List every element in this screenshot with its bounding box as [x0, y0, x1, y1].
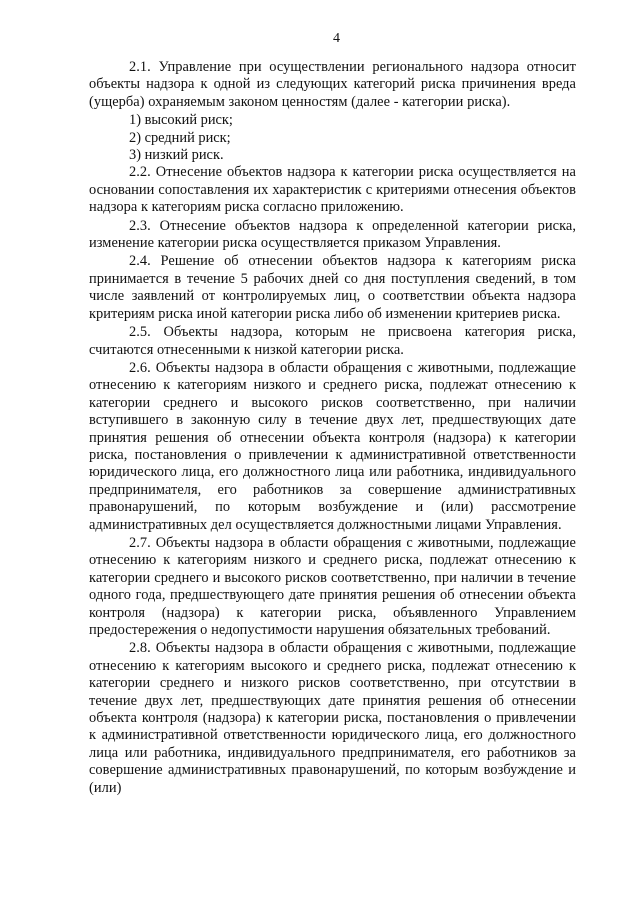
document-page: [89, 30, 576, 900]
paragraph-2-1: 2.1. Управление при осуществлении регионального надзора относит объекты надзора к одной из следующих категорий риска причинения вреда (ущерба) охраняемым законом ценностям (далее - категории риска).: [89, 59, 576, 110]
list-item-low-risk: 3) низкий риск.: [129, 147, 224, 164]
paragraph-2-7: 2.7. Объекты надзора в области обращения с животными, подлежащие отнесению к категориям низкого и среднего риска, подлежат отнесению к категории среднего и высокого рисков соответственно, при наличии в течение одного года, предшествующего дате принятия решения об отнесении объекта контроля (надзора) к категории риска, объявленного Управлением предостережения о недопустимости нарушения обязательных требований.: [89, 534, 576, 638]
list-item-medium-risk: 2) средний риск;: [129, 129, 231, 146]
paragraph-2-5: 2.5. Объекты надзора, которым не присвоена категория риска, считаются отнесенными к низкой категории риска.: [89, 324, 576, 358]
paragraph-2-3: 2.3. Отнесение объектов надзора к определенной категории риска, изменение категории риска осуществляется приказом Управления.: [89, 217, 576, 252]
paragraph-2-4: 2.4. Решение об отнесении объектов надзора к категориям риска принимается в течение 5 рабочих дней со дня поступления сведений, в том числе заявлений от контролируемых лиц, о соответствии объекта надзора критериям риска иной категории риска либо об изменении критериев риска.: [89, 253, 576, 322]
paragraph-2-2: 2.2. Отнесение объектов надзора к категории риска осуществляется на основании сопоставления их характеристик с критериями отнесения объектов надзора к категориям риска согласно приложению.: [89, 164, 576, 216]
list-item-high-risk: 1) высокий риск;: [129, 112, 233, 129]
paragraph-2-8: 2.8. Объекты надзора в области обращения с животными, подлежащие отнесению к категориям высокого и среднего риска, подлежат отнесению к категории среднего и низкого рисков соответственно, при отсутствии в течение двух лет, предшествующих дате принятия решения об отнесении объекта контроля (надзора) к категории риска, постановления о привлечении к административной ответственности юридического лица, его должностного лица или работника, индивидуального предпринимателя, его работников за совершение административных правонарушений, по которым возбуждение и (или): [89, 640, 576, 796]
risk-category-list: [89, 112, 576, 164]
page-number: 4: [333, 31, 340, 46]
paragraph-2-6: 2.6. Объекты надзора в области обращения с животными, подлежащие отнесению к категориям низкого и среднего риска, подлежат отнесению к категории среднего и высокого рисков соответственно, при наличии вступившего в законную силу в течение двух лет, предшествующих дате принятия решения об отнесении объекта контроля (надзора) к категории риска, постановления о привлечении к административной ответственности юридического лица, его должностного лица или работника, индивидуального предпринимателя, его работников за совершение административных правонарушений, по которым возбуждение и (или) рассмотрение административных дел осуществляется должностными лицами Управления.: [89, 359, 576, 533]
